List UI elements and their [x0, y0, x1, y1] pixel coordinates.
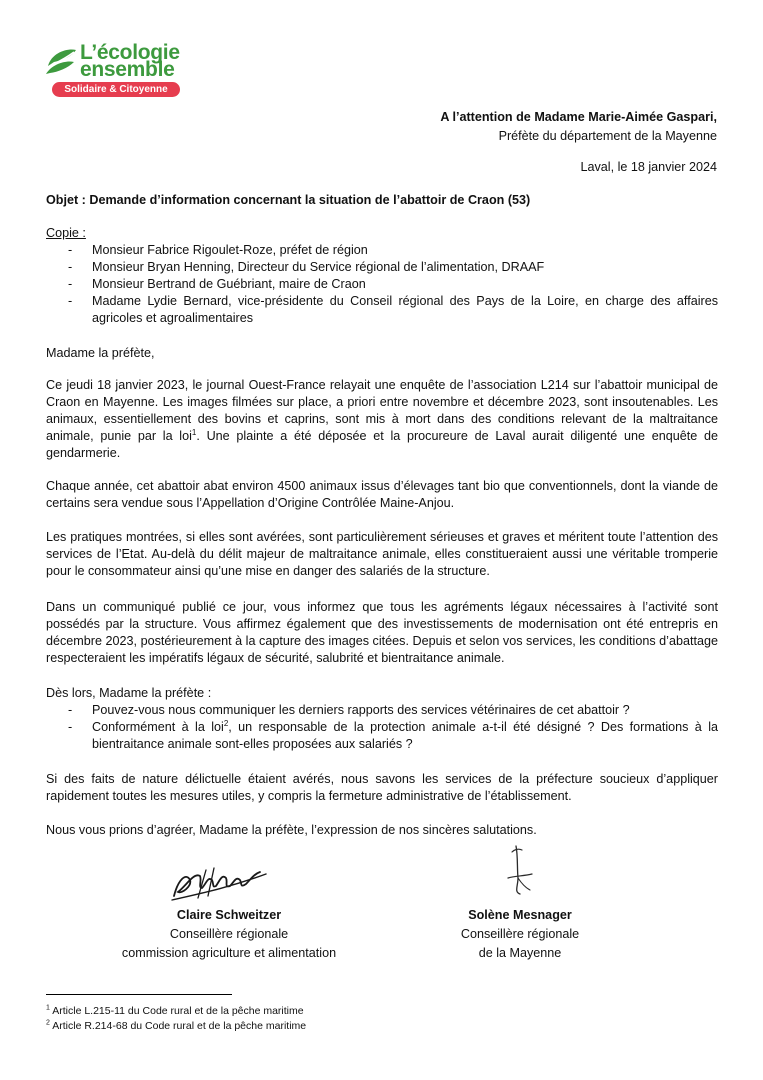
copy-item-text: Monsieur Bertrand de Guébriant, maire de Craon — [92, 277, 366, 291]
footnote-text: Article R.214-68 du Code rural et de la pêche maritime — [49, 1020, 307, 1032]
paragraph-4: Dans un communiqué publié ce jour, vous informez que tous les agréments légaux nécessaires à l’activité sont possédés par la structure. Vous affirmez également que des investissements de modernisation ont été entrepris en décembre 2023, postérieurement à la capture des images citées. Depuis et selon vos services, les conditions d’abattage respecteraient les impératifs légaux de sécurité, salubrité et bientraitance animale. — [46, 600, 718, 665]
signatory-right-detail: de la Mayenne — [478, 946, 562, 960]
copy-list — [46, 242, 718, 327]
logo-text-line2: ensemble — [80, 58, 175, 81]
bullet-dash: - — [68, 277, 73, 291]
footnote-text: Article L.215-11 du Code rural et de la pêche maritime — [49, 1005, 304, 1017]
signatory-left — [104, 906, 354, 963]
paragraph-1 — [46, 377, 718, 462]
paragraph-1-text-end: . Une plainte a été déposée et la procureure de Laval aurait diligenté une enquête de gendarmerie. — [46, 429, 719, 460]
footnote-ref: 1 — [191, 427, 197, 437]
place-date: Laval, le 18 janvier 2024 — [580, 160, 717, 174]
signatory-left-detail: commission agriculture et alimentation — [121, 946, 337, 960]
recipient-line1: A l’attention de Madame Marie-Aimée Gaspari, — [440, 110, 717, 124]
bullet-dash: - — [68, 260, 73, 274]
recipient-line2: Préfète du département de la Mayenne — [498, 129, 717, 143]
paragraph-3: Les pratiques montrées, si elles sont avérées, sont particulièrement sérieuses et graves et méritent toute l’attention des services de l’Etat. Au-delà du délit majeur de maltraitance animale, elles constitueraient aussi une véritable tromperie pour le consommateur ainsi qu’une mise en danger des salariés de la structure. — [46, 530, 718, 578]
logo-tagline: Solidaire & Citoyenne — [52, 82, 180, 97]
bullet-dash: - — [68, 703, 73, 717]
footnote-1 — [46, 1004, 304, 1019]
bullet-dash: - — [68, 720, 73, 734]
paragraph-5: Dès lors, Madame la préfète : — [46, 686, 212, 700]
paragraph-2: Chaque année, cet abattoir abat environ 4500 animaux issus d’élevages tant bio que conventionnels, dont la viande de certains sera vendue sous l’Appellation d’Origine Contrôlée Maine-Anjou. — [46, 479, 718, 510]
question-text: Conformément à la loi — [92, 720, 224, 734]
question-item — [46, 702, 718, 719]
copy-item-text: Monsieur Fabrice Rigoulet-Roze, préfet de région — [92, 243, 368, 257]
logo — [44, 40, 194, 102]
question-text-end: , un responsable de la protection animale a-t-il été désigné ? Des formations à la bientraitance animale sont-elles proposées aux salariés ? — [92, 720, 718, 751]
footnote-number: 2 — [46, 1019, 50, 1027]
copy-item-text: Madame Lydie Bernard, vice-présidente du Conseil régional des Pays de la Loire, en charge des affaires agricoles et agroalimentaires — [92, 294, 718, 325]
footnote-2 — [46, 1019, 306, 1034]
bullet-dash: - — [68, 294, 73, 308]
subject-line: Objet : Demande d’information concernant la situation de l’abattoir de Craon (53) — [46, 193, 531, 207]
signature-solene-mesnager — [500, 842, 540, 898]
signatory-right — [440, 906, 600, 963]
copy-item — [46, 276, 718, 293]
leaf-logo-icon — [44, 46, 78, 80]
copy-item — [46, 242, 718, 259]
paragraph-6: Si des faits de nature délictuelle étaient avérés, nous savons les services de la préfecture soucieux d’appliquer rapidement toutes les mesures utiles, y compris la fermeture administrative de l’établissement. — [46, 772, 718, 803]
signature-claire-schweitzer — [168, 858, 270, 906]
footnote-ref: 2 — [223, 718, 229, 728]
paragraph-1-text: Ce jeudi 18 janvier 2023, le journal Ouest-France relayait une enquête de l’association L214 sur l’abattoir municipal de Craon en Mayenne. Les images filmées sur place, a priori entre novembre et décembre 2023, sont insoutenables. Les animaux, essentiellement des bovins et caprins, sont mis à mort dans des conditions relevant de la maltraitance animale, punie par la loi — [46, 378, 718, 443]
copy-item-text: Monsieur Bryan Henning, Directeur du Service régional de l’alimentation, DRAAF — [92, 260, 545, 274]
signatory-right-name: Solène Mesnager — [468, 908, 572, 922]
bullet-dash: - — [68, 243, 73, 257]
signatory-left-name: Claire Schweitzer — [176, 908, 282, 922]
copy-item — [46, 259, 718, 276]
signatory-right-role: Conseillère régionale — [460, 927, 580, 941]
logo-text-line1: L’écologie — [80, 41, 180, 64]
footnote-separator — [46, 994, 232, 995]
question-item — [46, 719, 718, 753]
closing-formula: Nous vous prions d’agréer, Madame la préfète, l’expression de nos sincères salutations. — [46, 823, 537, 837]
footnote-number: 1 — [46, 1004, 50, 1012]
salutation: Madame la préfète, — [46, 346, 155, 360]
copy-item — [46, 293, 718, 327]
signatory-left-role: Conseillère régionale — [169, 927, 289, 941]
question-list — [46, 702, 718, 753]
copy-label: Copie : — [46, 226, 86, 240]
question-text: Pouvez-vous nous communiquer les derniers rapports des services vétérinaires de cet abattoir ? — [92, 703, 630, 717]
